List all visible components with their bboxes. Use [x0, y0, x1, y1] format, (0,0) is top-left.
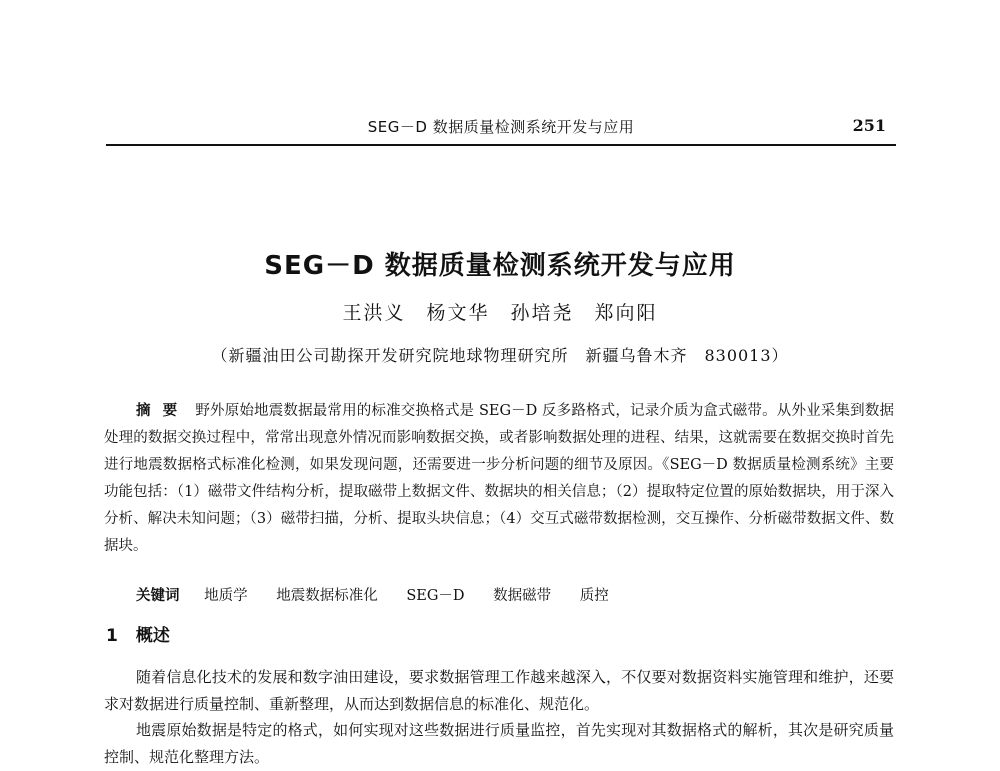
abstract-label: 摘要 — [136, 403, 190, 419]
running-title: SEG－D 数据质量检测系统开发与应用 — [367, 118, 635, 136]
body-paragraph: 地震原始数据是特定的格式，如何实现对这些数据进行质量监控，首先实现对其数据格式的解析，其次是研究质量控制、规范化整理方法。 — [104, 721, 894, 766]
abstract-text: 野外原始地震数据最常用的标准交换格式是 SEG－D 反多路格式，记录介质为盒式磁带。从外业采集到数据处理的数据交换过程中，常常出现意外情况而影响数据交换，或者影响数据处理的进程、结果，这就需要在数据交换时首先进行地震数据格式标准化检测，如果发现问题，还需要进一步分析问题的细节及原因。《SEG－D 数据质量检测系统》主要功能包括：（1）磁带文件结构分析，提取磁带上数据文件、数据块的相关信息；（2）提取特定位置的原始数据块，用于深入分析、解决未知问题；（3）磁带扫描，分析、提取头块信息；（4）交互式磁带数据检测，交互操作、分析磁带数据文件、数据块。 — [104, 403, 894, 554]
keywords — [136, 584, 623, 605]
section-title: 概述 — [135, 626, 170, 646]
author-list: 王洪义 杨文华 孙培尧 郑向阳 — [342, 302, 658, 324]
keyword-item: 数据磁带 — [493, 588, 552, 604]
keyword-item: 地质学 — [204, 588, 248, 604]
section-heading — [106, 621, 170, 646]
keyword-item: 地震数据标准化 — [276, 588, 378, 604]
body-paragraph: 随着信息化技术的发展和数字油田建设，要求数据管理工作越来越深入，不仅要对数据资料实施管理和维护，还要求对数据进行质量控制、重新整理，从而达到数据信息的标准化、规范化。 — [104, 668, 894, 713]
paper-title: SEG－D 数据质量检测系统开发与应用 — [264, 251, 736, 281]
keywords-label: 关键词 — [136, 588, 180, 604]
page-number: 251 — [852, 116, 886, 135]
section-number: 1 — [106, 626, 118, 646]
keyword-item: SEG－D — [406, 588, 465, 604]
affiliation: （新疆油田公司勘探开发研究院地球物理研究所 新疆乌鲁木齐 830013） — [211, 346, 789, 365]
running-header — [106, 112, 896, 146]
keyword-item: 质控 — [579, 588, 609, 604]
abstract — [104, 398, 894, 560]
